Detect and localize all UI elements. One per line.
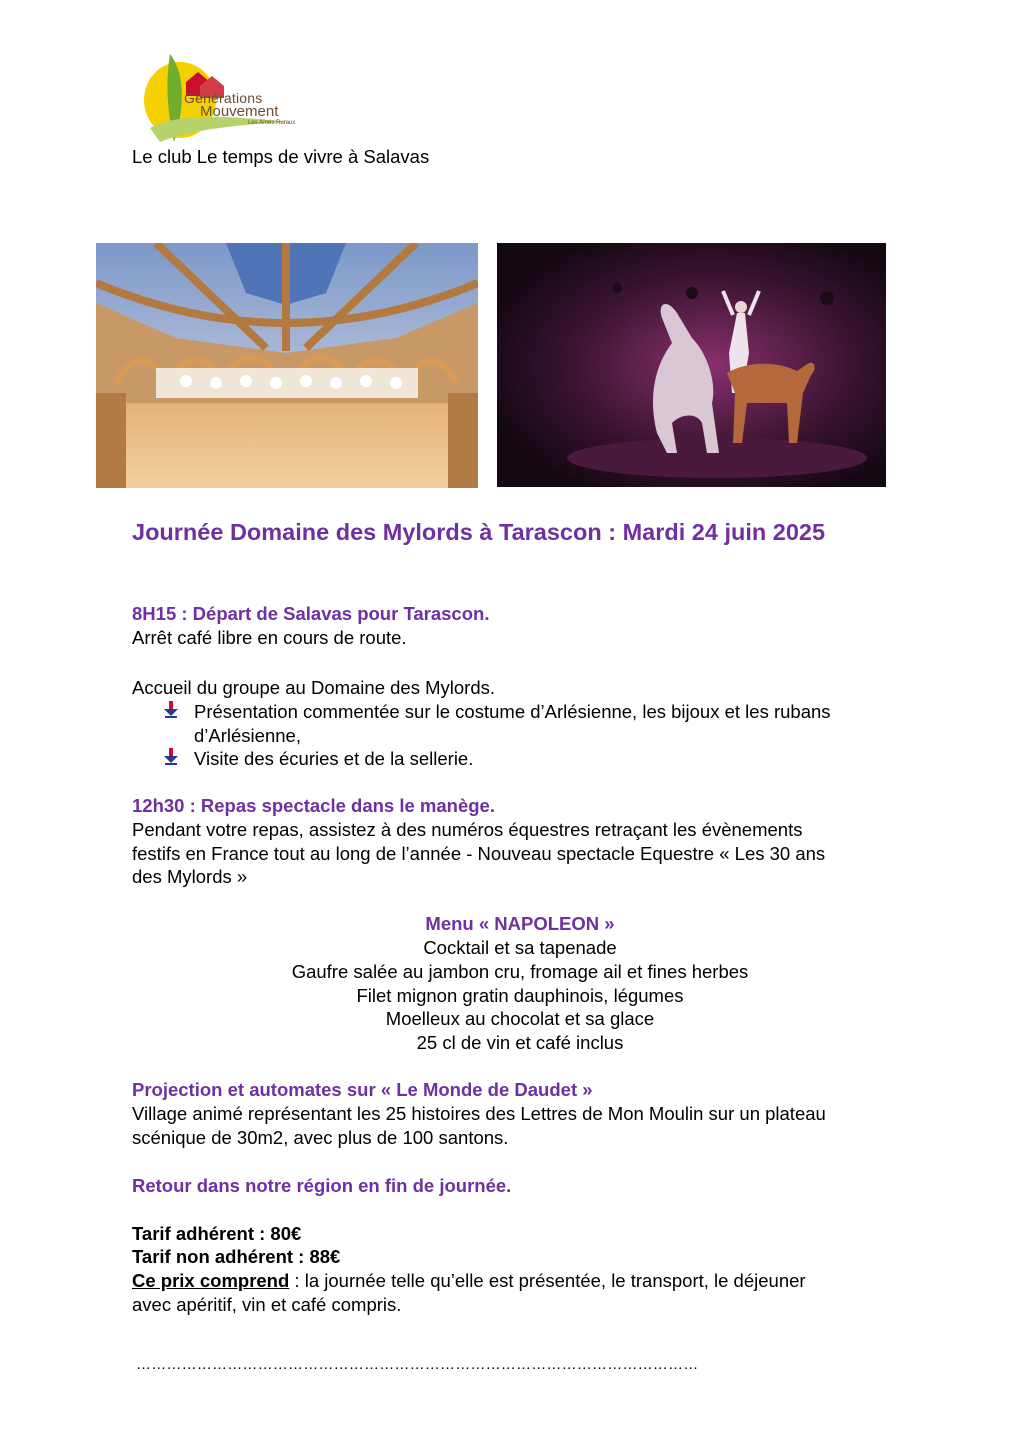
repas-line: des Mylords » (132, 866, 248, 887)
projection-heading: Projection et automates sur « Le Monde de Daudet » (132, 1079, 593, 1100)
bullet-item-1: Présentation commentée sur le costume d’Arlésienne, les bijoux et les rubans (194, 701, 831, 722)
repas-line: festifs en France tout au long de l’année - Nouveau spectacle Equestre « Les 30 ans (132, 843, 826, 864)
menu-item: Filet mignon gratin dauphinois, légumes (356, 985, 684, 1006)
repas-heading: 12h30 : Repas spectacle dans le manège. (132, 795, 495, 816)
menu-item: Moelleux au chocolat et sa glace (385, 1008, 655, 1029)
cut-line-dots: ………………………………………………………………………………………………… (136, 1356, 699, 1373)
logo-line1: Générations (184, 90, 263, 106)
club-name: Le club Le temps de vivre à Salavas (132, 146, 430, 167)
prix-comprend-line2: avec apéritif, vin et café compris. (132, 1294, 402, 1315)
accueil-text: Accueil du groupe au Domaine des Mylords. (132, 677, 495, 698)
bullet-item-2: Visite des écuries et de la sellerie. (194, 748, 474, 769)
depart-heading: 8H15 : Départ de Salavas pour Tarascon. (132, 603, 490, 624)
prix-comprend-line (132, 1269, 806, 1293)
logo-line2: Mouvement (200, 103, 279, 120)
menu-heading: Menu « NAPOLEON » (425, 913, 615, 934)
prix-comprend-text: : la journée telle qu’elle est présentée, le transport, le déjeuner (289, 1270, 806, 1291)
tarif-non-adherent: Tarif non adhérent : 88€ (132, 1246, 341, 1267)
prix-comprend-label: Ce prix comprend (132, 1270, 290, 1291)
depart-text: Arrêt café libre en cours de route. (132, 627, 407, 648)
page-title: Journée Domaine des Mylords à Tarascon : Mardi 24 juin 2025 (132, 519, 826, 545)
arrow-bullet-icon (163, 748, 179, 766)
projection-line: Village animé représentant les 25 histoires des Lettres de Mon Moulin sur un plateau (132, 1103, 826, 1124)
retour-heading: Retour dans notre région en fin de journée. (132, 1175, 512, 1196)
projection-line: scénique de 30m2, avec plus de 100 santons. (132, 1127, 509, 1148)
arrow-bullet-icon (163, 701, 179, 719)
menu-item: Cocktail et sa tapenade (423, 937, 617, 958)
tarif-adherent: Tarif adhérent : 80€ (132, 1223, 302, 1244)
ballroom-photo (96, 243, 478, 488)
menu-item: 25 cl de vin et café inclus (416, 1032, 624, 1053)
logo-line3: Les Aînés Ruraux (248, 120, 296, 126)
equestrian-show-photo (497, 243, 886, 487)
menu-item: Gaufre salée au jambon cru, fromage ail et fines herbes (291, 961, 749, 982)
bullet-item-1-cont: d’Arlésienne, (194, 725, 301, 746)
repas-line: Pendant votre repas, assistez à des numéros équestres retraçant les évènements (132, 819, 803, 840)
